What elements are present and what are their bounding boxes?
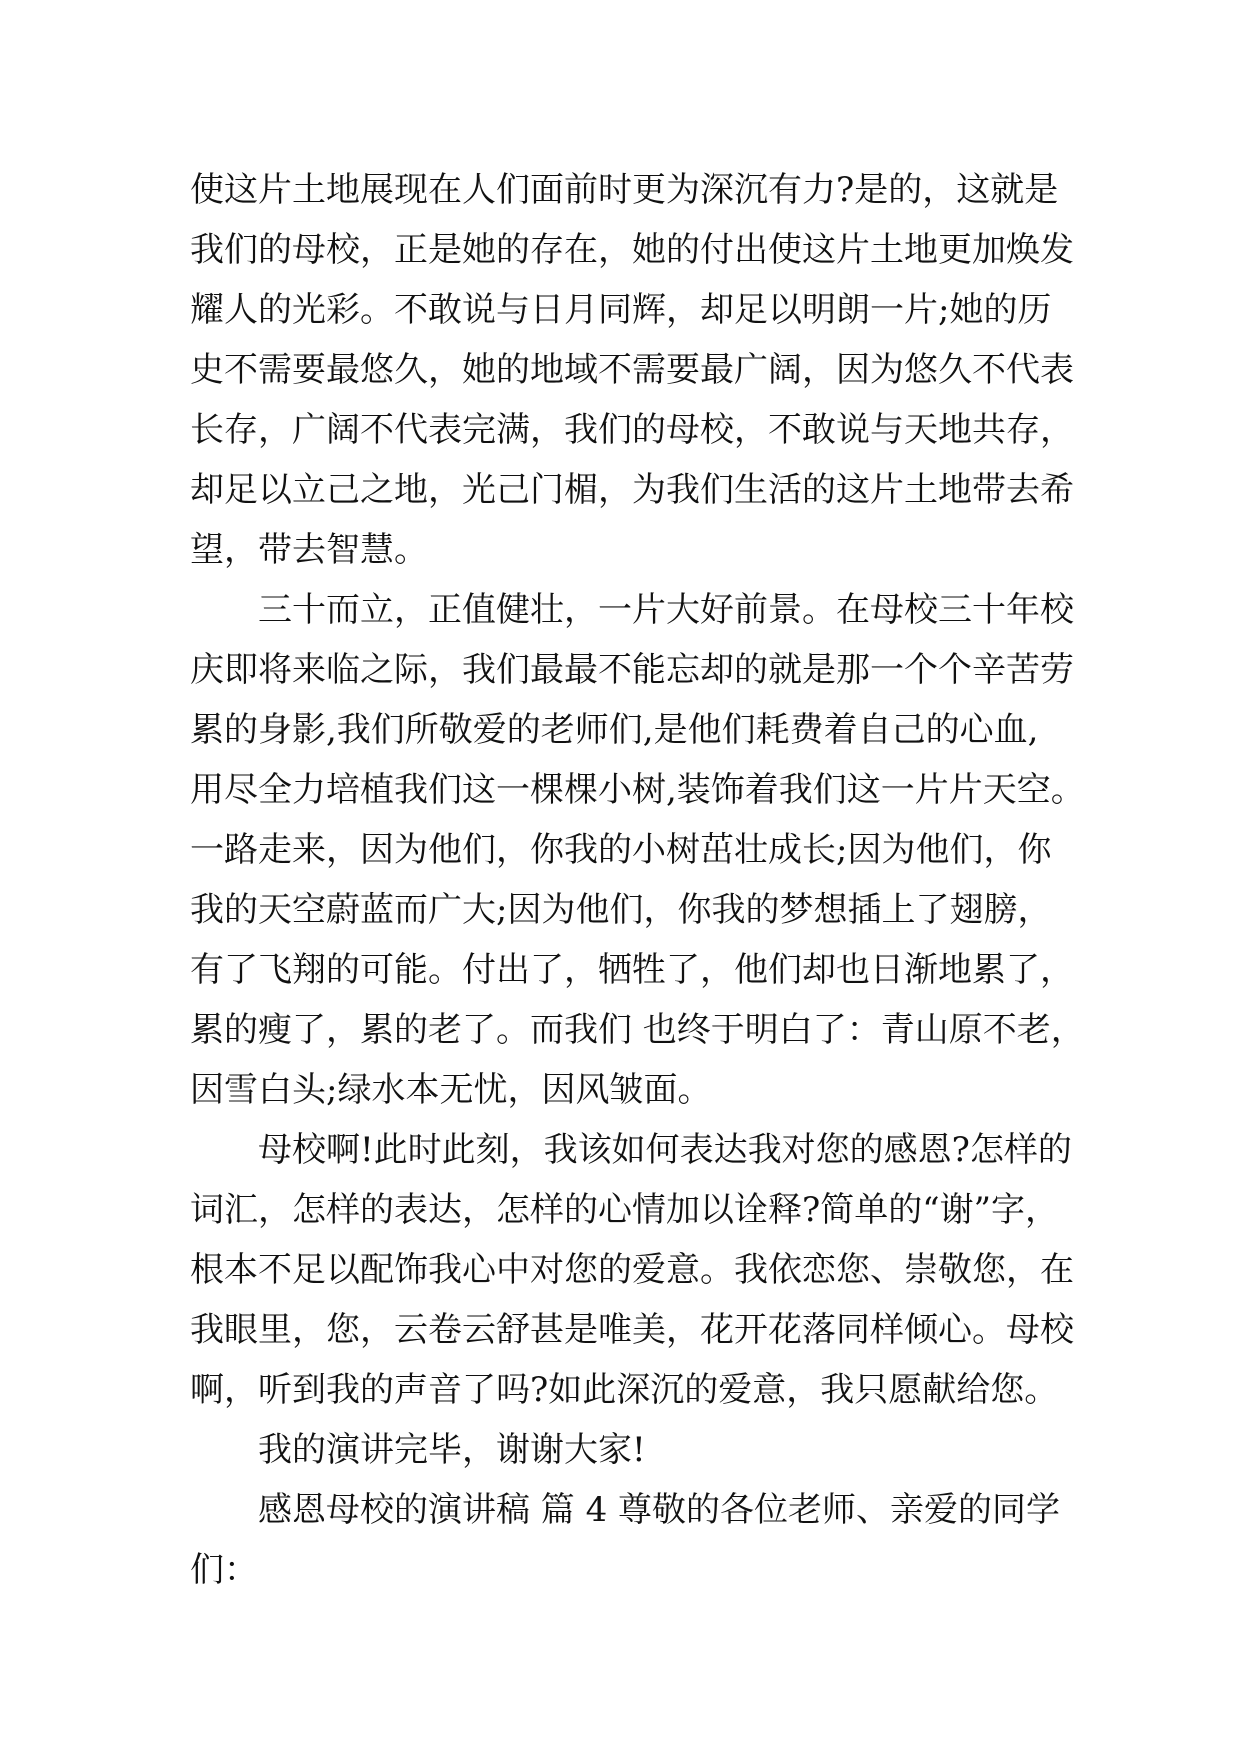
text-line: 根本不足以配饰我心中对您的爱意。我依恋您、崇敬您，在 [190,1250,1074,1290]
text-line: 啊，听到我的声音了吗?如此深沉的爱意，我只愿献给您。 [190,1370,1059,1410]
speech-body-text [190,160,1085,1600]
paragraph-first-line: 三十而立，正值健壮，一片大好前景。在母校三十年校 [258,590,1074,630]
text-line: 用尽全力培植我们这一棵棵小树,装饰着我们这一片片天空。 [190,770,1085,810]
text-line: 长存，广阔不代表完满，我们的母校，不敢说与天地共存， [190,410,1074,450]
text-line: 因雪白头;绿水本无忧，因风皱面。 [190,1070,712,1110]
text-line: 使这片土地展现在人们面前时更为深沉有力?是的，这就是 [190,170,1059,210]
text-line: 庆即将来临之际，我们最最不能忘却的就是那一个个辛苦劳 [190,650,1074,690]
paragraph-first-line: 母校啊!此时此刻，我该如何表达我对您的感恩?怎样的 [258,1130,1072,1170]
text-line: 却足以立己之地，光己门楣，为我们生活的这片土地带去希 [190,470,1074,510]
text-line: 累的身影,我们所敬爱的老师们,是他们耗费着自己的心血, [190,710,1039,750]
text-line: 我们的母校，正是她的存在，她的付出使这片土地更加焕发 [190,230,1074,270]
text-line: 累的瘦了，累的老了。而我们 也终于明白了：青山原不老， [190,1010,1085,1050]
closing-line: 我的演讲完毕，谢谢大家! [258,1430,646,1470]
text-line: 我眼里，您，云卷云舒甚是唯美，花开花落同样倾心。母校 [190,1310,1074,1350]
speech-heading-line: 感恩母校的演讲稿 篇 4 尊敬的各位老师、亲爱的同学 [258,1490,1061,1530]
text-line: 我的天空蔚蓝而广大;因为他们，你我的梦想插上了翅膀， [190,890,1052,930]
text-line: 们： [190,1550,258,1590]
text-line: 一路走来，因为他们，你我的小树茁壮成长;因为他们，你 [190,830,1052,870]
text-line: 耀人的光彩。不敢说与日月同辉，却足以明朗一片;她的历 [190,290,1052,330]
text-line: 望，带去智慧。 [190,530,428,570]
text-line: 词汇，怎样的表达，怎样的心情加以诠释?简单的“谢”字， [190,1190,1059,1230]
text-line: 史不需要最悠久，她的地域不需要最广阔，因为悠久不代表 [190,350,1074,390]
text-line: 有了飞翔的可能。付出了，牺牲了，他们却也日渐地累了， [190,950,1074,990]
